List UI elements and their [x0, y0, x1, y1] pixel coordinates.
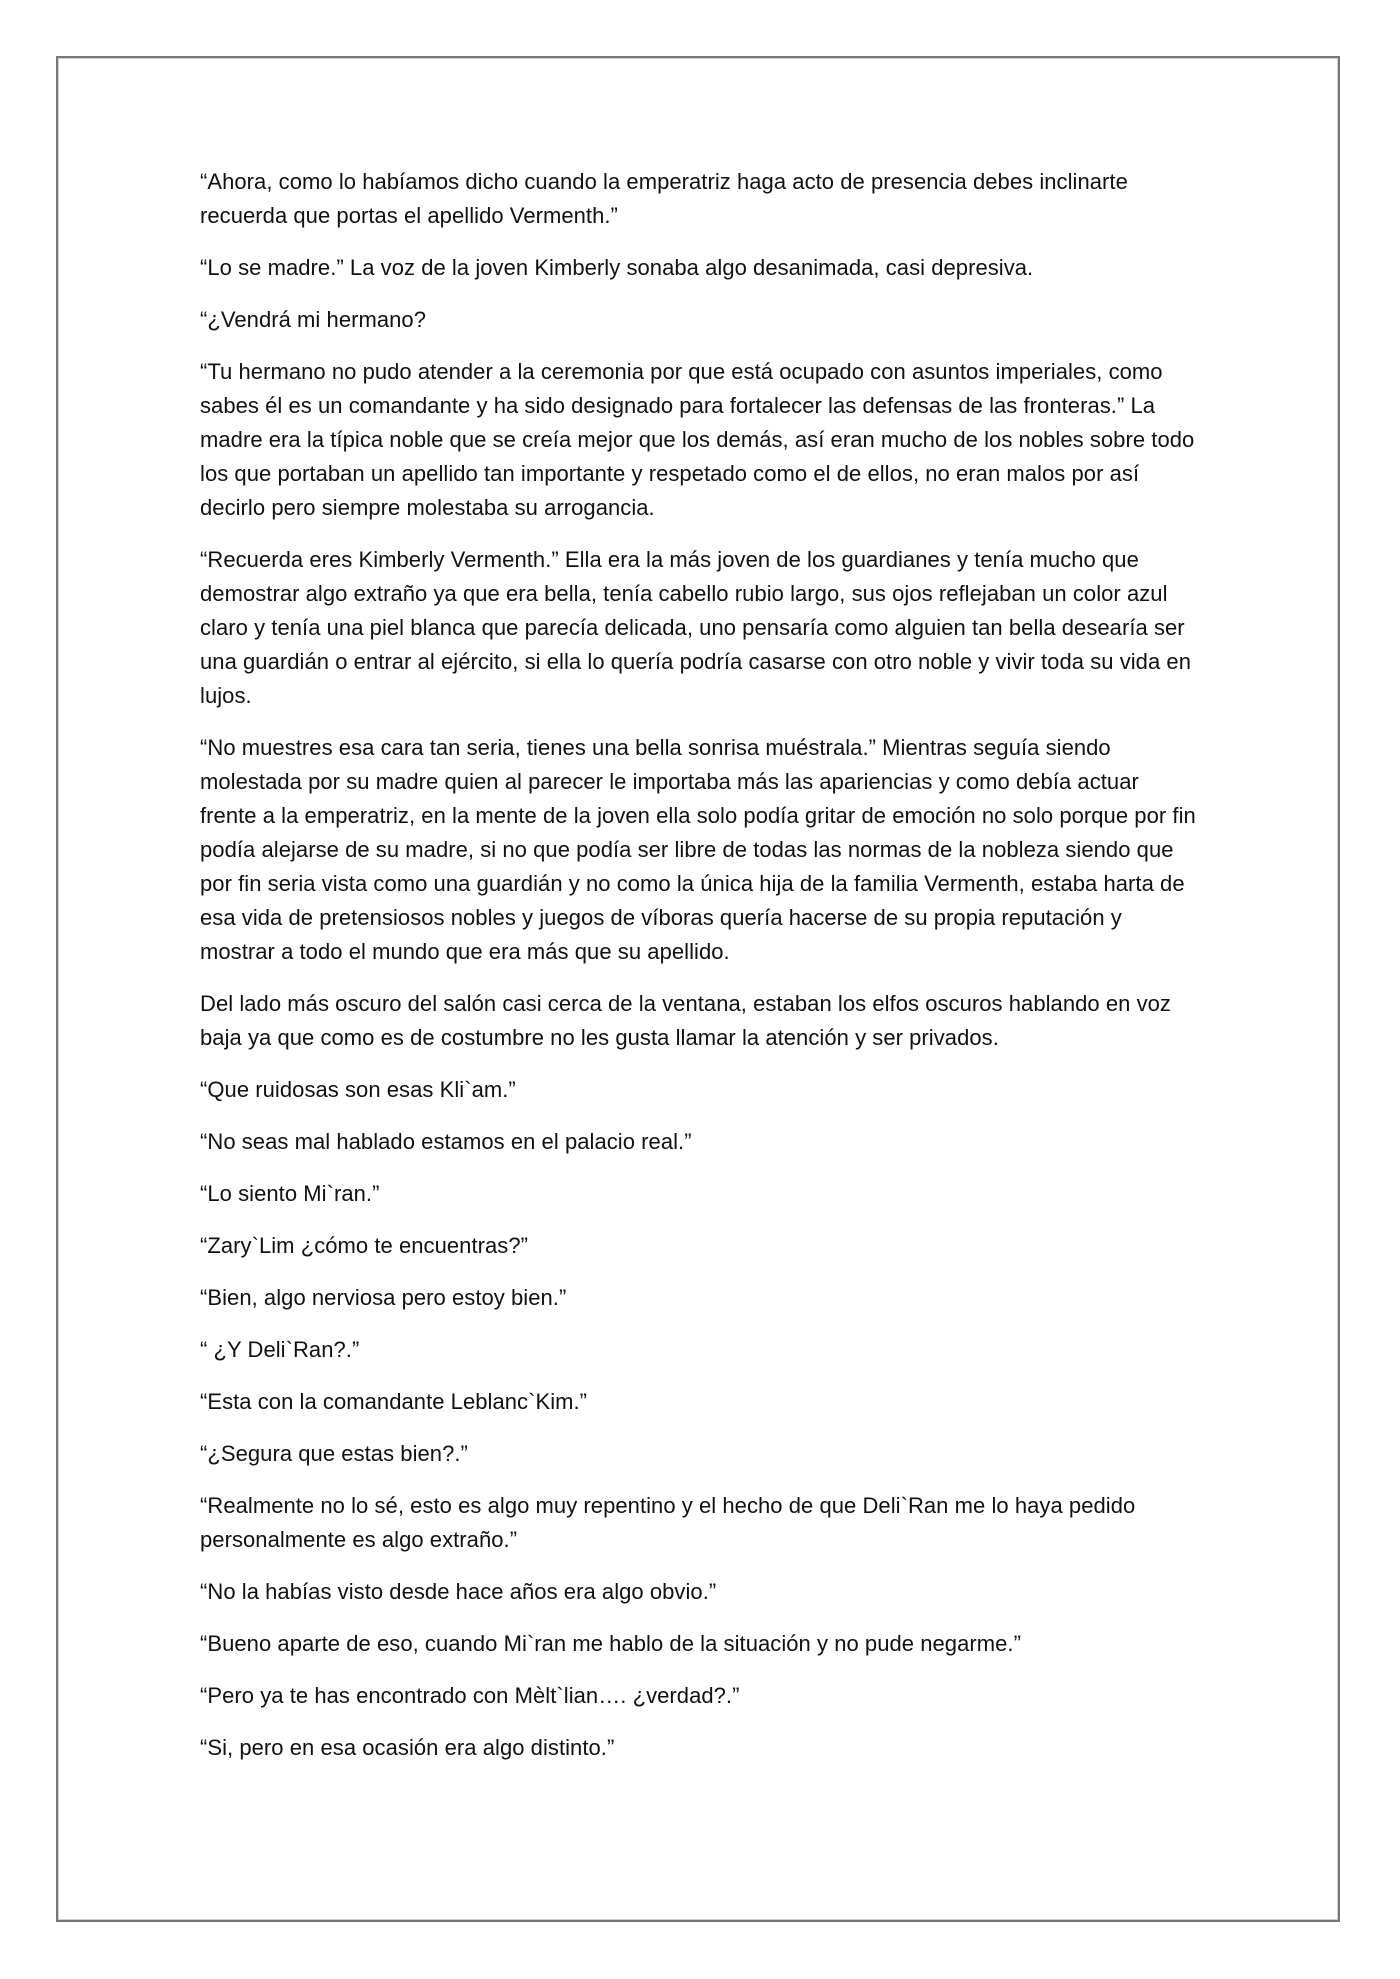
paragraph: “Lo se madre.” La voz de la joven Kimberly sonaba algo desanimada, casi depresiva.	[200, 255, 1034, 280]
paragraph: “Zary`Lim ¿cómo te encuentras?”	[200, 1233, 528, 1258]
paragraph: “Lo siento Mi`ran.”	[200, 1181, 380, 1206]
paragraph: “Pero ya te has encontrado con Mèlt`lian…. ¿verdad?.”	[200, 1683, 740, 1708]
paragraph: “ ¿Y Deli`Ran?.”	[200, 1337, 360, 1362]
paragraph: Del lado más oscuro del salón casi cerca de la ventana, estaban los elfos oscuros hablando en voz baja ya que como es de costumbre no les gusta llamar la atención y ser privados.	[200, 991, 1171, 1050]
paragraph: “Bien, algo nerviosa pero estoy bien.”	[200, 1285, 567, 1310]
paragraph: “No la habías visto desde hace años era algo obvio.”	[200, 1579, 717, 1604]
paragraph: “Tu hermano no pudo atender a la ceremonia por que está ocupado con asuntos imperiales, como sabes él es un comandante y ha sido designado para fortalecer las defensas de las fronteras.” La madre era la típica noble que se creía mejor que los demás, así eran mucho de los nobles sobre todo los que portaban un apellido tan importante y respetado como el de ellos, no eran malos por así decirlo pero siempre molestaba su arrogancia.	[200, 359, 1195, 520]
paragraph: “Esta con la comandante Leblanc`Kim.”	[200, 1389, 588, 1414]
paragraph: “Que ruidosas son esas Kli`am.”	[200, 1077, 516, 1102]
paragraph: “Ahora, como lo habíamos dicho cuando la emperatriz haga acto de presencia debes inclinarte recuerda que portas el apellido Vermenth.”	[200, 169, 1128, 228]
paragraph: “No seas mal hablado estamos en el palacio real.”	[200, 1129, 692, 1154]
paragraph: “Si, pero en esa ocasión era algo distinto.”	[200, 1735, 615, 1760]
paragraph: “Bueno aparte de eso, cuando Mi`ran me hablo de la situación y no pude negarme.”	[200, 1631, 1021, 1656]
paragraph: “Recuerda eres Kimberly Vermenth.” Ella era la más joven de los guardianes y tenía mucho que demostrar algo extraño ya que era bella, tenía cabello rubio largo, sus ojos reflejaban un color azul claro y tenía una piel blanca que parecía delicada, uno pensaría como alguien tan bella desearía ser una guardián o entrar al ejército, si ella lo quería podría casarse con otro noble y vivir toda su vida en lujos.	[200, 547, 1191, 708]
paragraph: “Realmente no lo sé, esto es algo muy repentino y el hecho de que Deli`Ran me lo haya pedido personalmente es algo extraño.”	[200, 1493, 1136, 1552]
paragraph: “¿Vendrá mi hermano?	[200, 307, 426, 332]
paragraph: “¿Segura que estas bien?.”	[200, 1441, 468, 1466]
document-body	[200, 165, 1200, 1783]
paragraph: “No muestres esa cara tan seria, tienes una bella sonrisa muéstrala.” Mientras seguía siendo molestada por su madre quien al parecer le importaba más las apariencias y como debía actuar frente a la emperatriz, en la mente de la joven ella solo podía gritar de emoción no solo porque por fin podía alejarse de su madre, si no que podía ser libre de todas las normas de la nobleza siendo que por fin seria vista como una guardián y no como la única hija de la familia Vermenth, estaba harta de esa vida de pretensiosos nobles y juegos de víboras quería hacerse de su propia reputación y mostrar a todo el mundo que era más que su apellido.	[200, 735, 1196, 964]
